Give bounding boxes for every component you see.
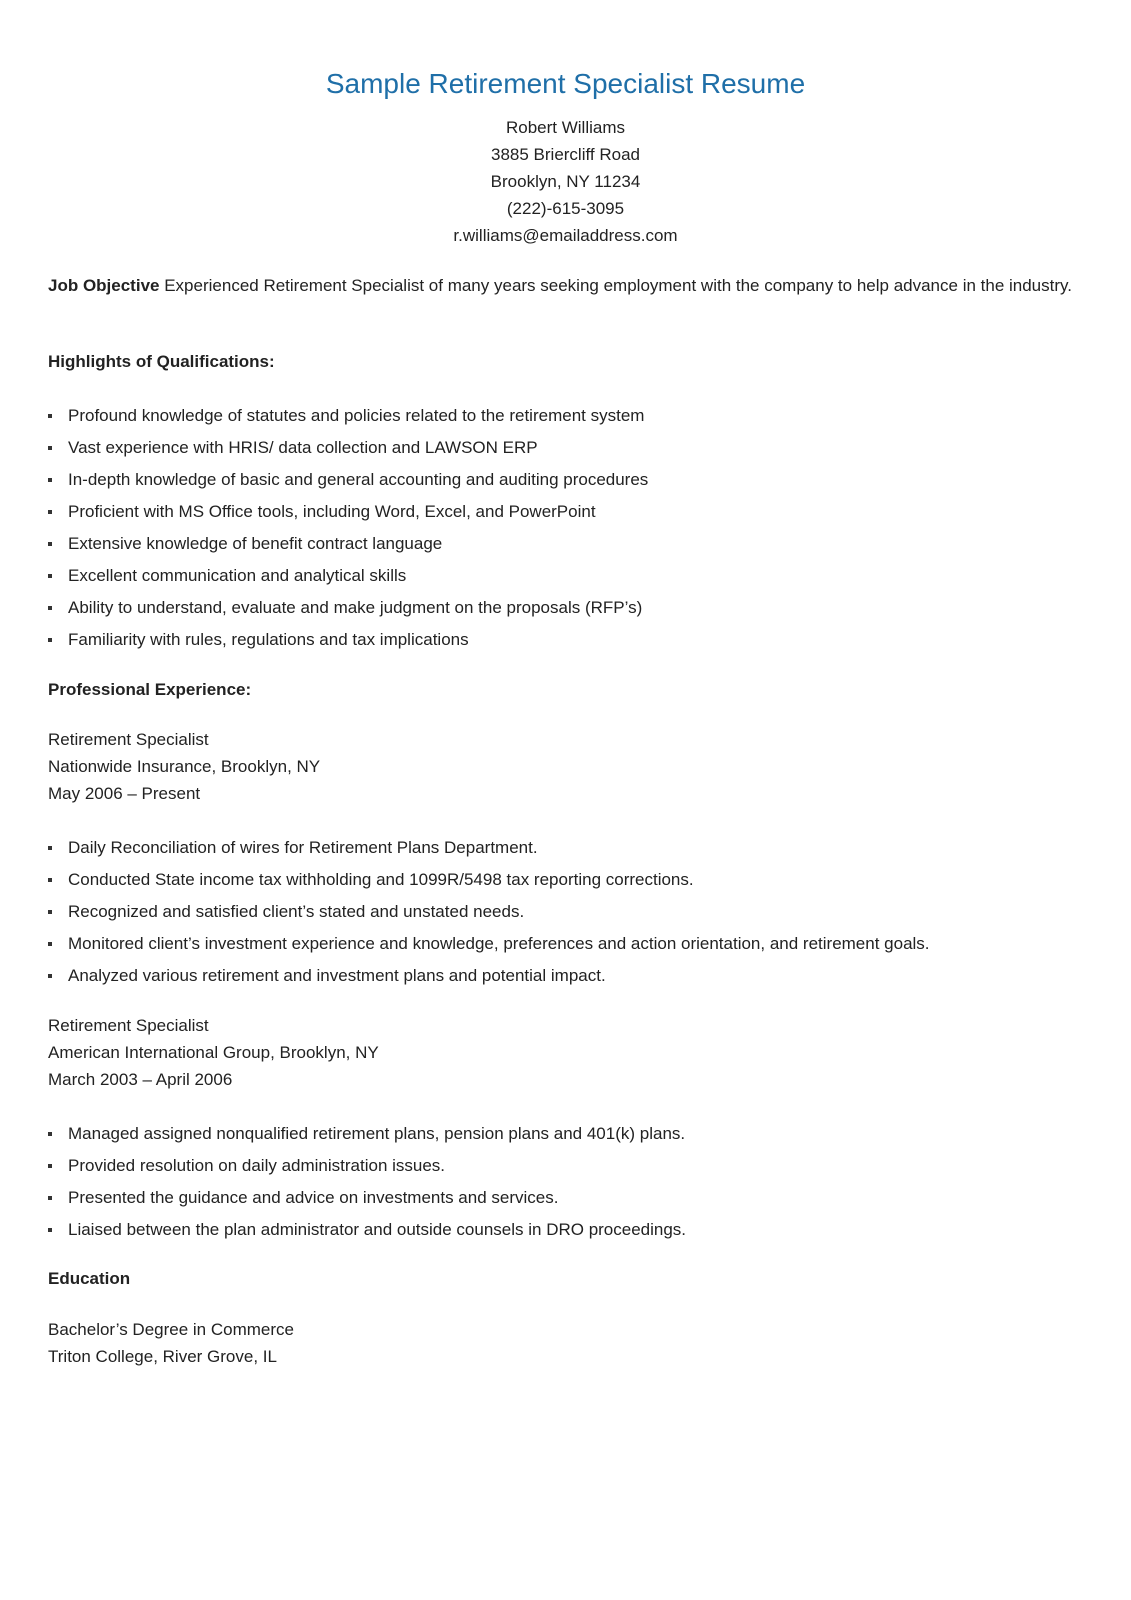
job-company: American International Group, Brooklyn, NY — [48, 1043, 379, 1062]
job-2 — [48, 1012, 1088, 1093]
bullet-icon — [48, 478, 52, 482]
contact-block — [0, 114, 1131, 249]
job-1 — [48, 726, 1088, 807]
list-item: In-depth knowledge of basic and general accounting and auditing procedures — [48, 466, 1088, 498]
bullet-icon — [48, 974, 52, 978]
bullet-icon — [48, 942, 52, 946]
job-company: Nationwide Insurance, Brooklyn, NY — [48, 757, 321, 776]
list-item: Analyzed various retirement and investment plans and potential impact. — [48, 962, 1088, 994]
contact-phone: (222)-615-3095 — [506, 199, 625, 218]
job-dates: March 2003 – April 2006 — [48, 1070, 233, 1089]
list-item: Conducted State income tax withholding and 1099R/5498 tax reporting corrections. — [48, 866, 1088, 898]
education-heading: Education — [48, 1269, 131, 1288]
list-item: Vast experience with HRIS/ data collection and LAWSON ERP — [48, 434, 1088, 466]
list-item: Familiarity with rules, regulations and tax implications — [48, 626, 1088, 658]
bullet-icon — [48, 574, 52, 578]
job-dates: May 2006 – Present — [48, 784, 201, 803]
job-1-duties — [48, 834, 1088, 994]
contact-city: Brooklyn, NY 11234 — [490, 172, 641, 191]
job-objective — [48, 272, 1088, 299]
bullet-icon — [48, 1132, 52, 1136]
job-2-duties — [48, 1120, 1088, 1248]
education-degree: Bachelor’s Degree in Commerce — [48, 1320, 294, 1339]
bullet-icon — [48, 910, 52, 914]
contact-street: 3885 Briercliff Road — [491, 145, 640, 164]
list-item: Ability to understand, evaluate and make judgment on the proposals (RFP’s) — [48, 594, 1088, 626]
bullet-icon — [48, 1228, 52, 1232]
list-item: Extensive knowledge of benefit contract language — [48, 530, 1088, 562]
bullet-icon — [48, 510, 52, 514]
page-title: Sample Retirement Specialist Resume — [325, 68, 806, 99]
bullet-icon — [48, 542, 52, 546]
contact-email: r.williams@emailaddress.com — [453, 226, 678, 245]
bullet-icon — [48, 1196, 52, 1200]
bullet-icon — [48, 878, 52, 882]
bullet-icon — [48, 606, 52, 610]
objective-text: Experienced Retirement Specialist of many years seeking employment with the company to help advance in the industry. — [164, 276, 1072, 295]
list-item: Profound knowledge of statutes and policies related to the retirement system — [48, 402, 1088, 434]
bullet-icon — [48, 446, 52, 450]
list-item: Recognized and satisfied client’s stated and unstated needs. — [48, 898, 1088, 930]
objective-label: Job Objective — [48, 276, 160, 295]
education-block — [48, 1316, 1088, 1370]
list-item: Proficient with MS Office tools, including Word, Excel, and PowerPoint — [48, 498, 1088, 530]
list-item: Liaised between the plan administrator and outside counsels in DRO proceedings. — [48, 1216, 1088, 1248]
education-school: Triton College, River Grove, IL — [48, 1347, 277, 1366]
bullet-icon — [48, 846, 52, 850]
highlights-heading: Highlights of Qualifications: — [48, 352, 275, 371]
list-item: Monitored client’s investment experience and knowledge, preferences and action orientation, and retirement goals. — [48, 930, 1088, 962]
job-title: Retirement Specialist — [48, 1016, 209, 1035]
bullet-icon — [48, 638, 52, 642]
contact-name: Robert Williams — [505, 118, 626, 137]
experience-heading: Professional Experience: — [48, 680, 252, 699]
list-item: Excellent communication and analytical skills — [48, 562, 1088, 594]
list-item: Provided resolution on daily administration issues. — [48, 1152, 1088, 1184]
bullet-icon — [48, 414, 52, 418]
list-item: Daily Reconciliation of wires for Retirement Plans Department. — [48, 834, 1088, 866]
job-title: Retirement Specialist — [48, 730, 209, 749]
list-item: Managed assigned nonqualified retirement plans, pension plans and 401(k) plans. — [48, 1120, 1088, 1152]
highlights-list — [48, 402, 1088, 658]
bullet-icon — [48, 1164, 52, 1168]
list-item: Presented the guidance and advice on investments and services. — [48, 1184, 1088, 1216]
